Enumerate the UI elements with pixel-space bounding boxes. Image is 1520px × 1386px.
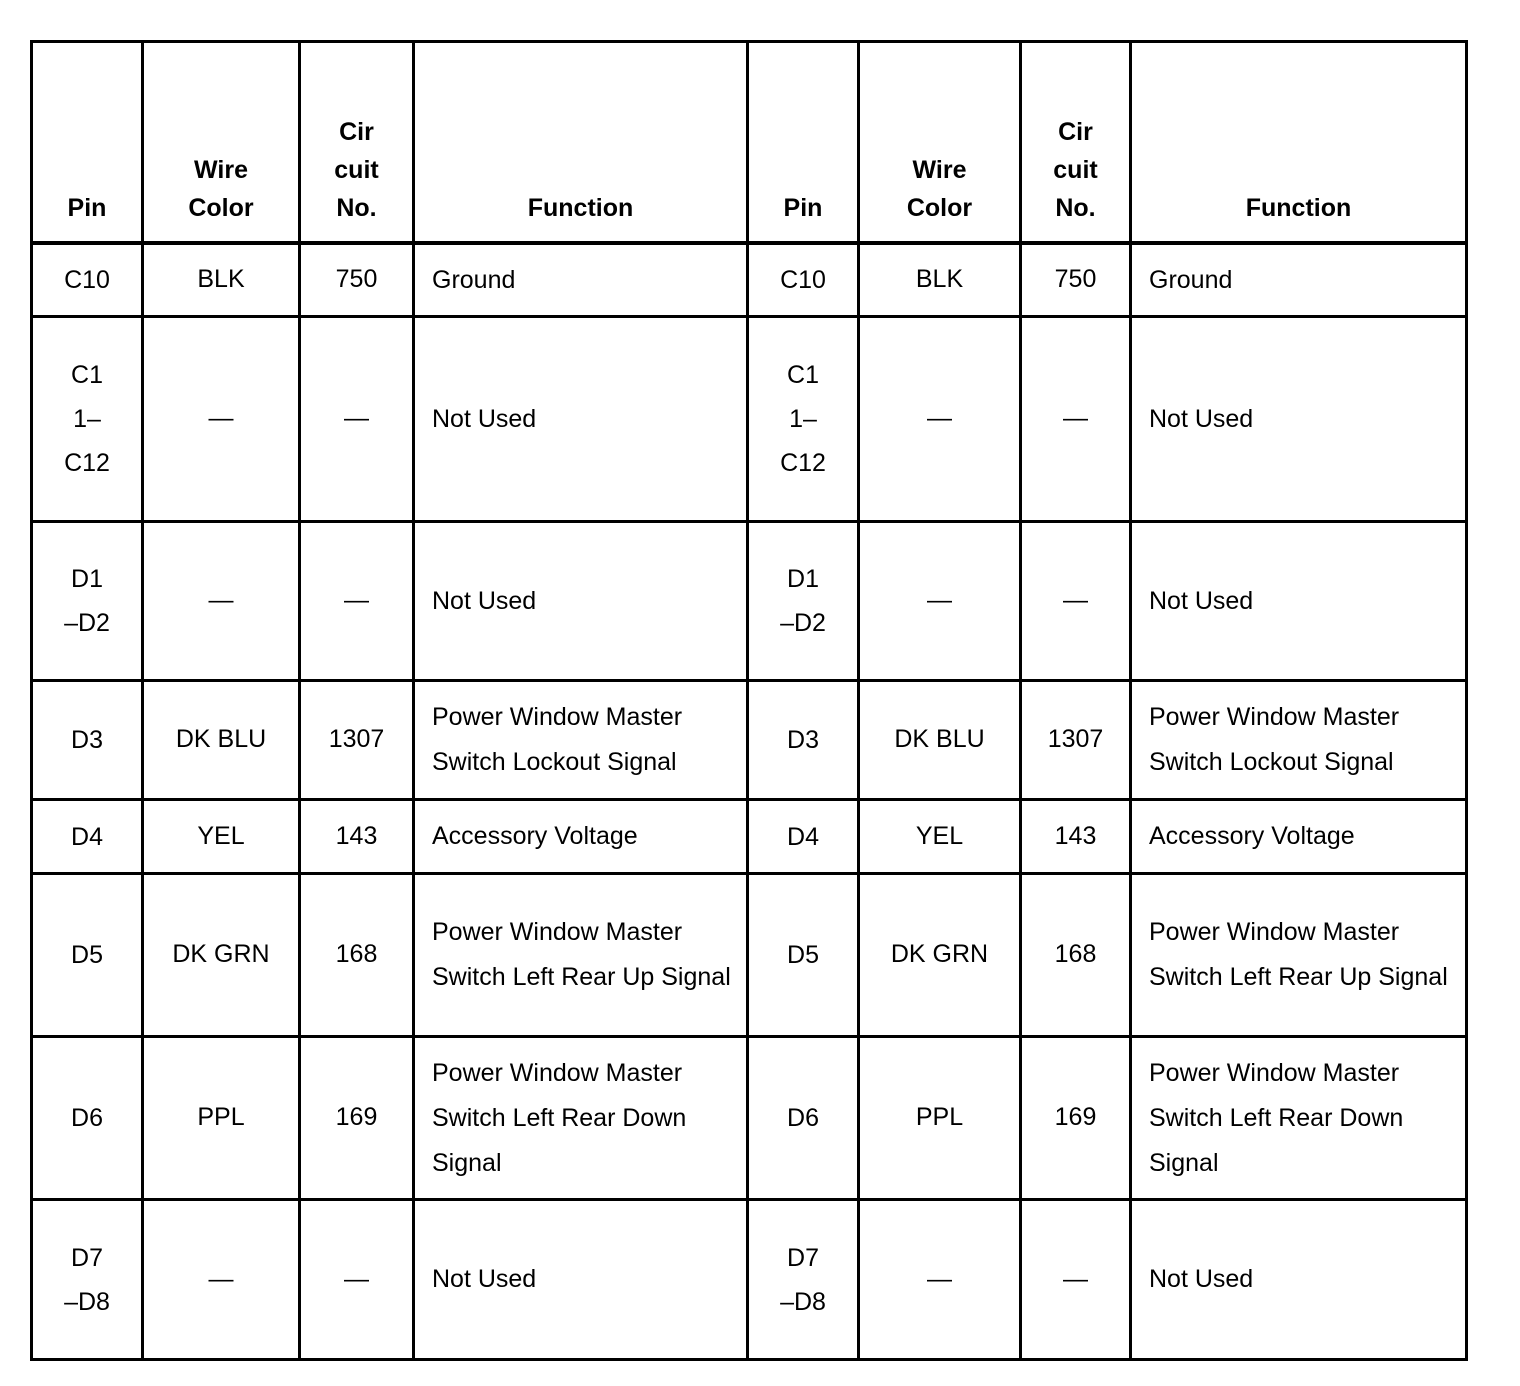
header-row <box>32 42 1467 244</box>
table-row <box>32 874 1467 1037</box>
circuit-cell: 169 <box>300 1037 414 1200</box>
circuit-cell: — <box>300 317 414 522</box>
wire-color-cell-right: DK BLU <box>859 681 1021 800</box>
pin-cell: D4 <box>32 800 143 874</box>
circuit-cell-right: 169 <box>1021 1037 1131 1200</box>
circuit-cell: 168 <box>300 874 414 1037</box>
table-row <box>32 522 1467 681</box>
wire-color-cell: — <box>143 1200 300 1360</box>
circuit-cell-right: 750 <box>1021 243 1131 317</box>
function-cell-right: Ground <box>1131 243 1467 317</box>
circuit-cell-right: — <box>1021 317 1131 522</box>
function-cell: Power Window Master Switch Lockout Signal <box>414 681 748 800</box>
pin-cell-right: D1 –D2 <box>748 522 859 681</box>
function-cell-right: Not Used <box>1131 522 1467 681</box>
table-row <box>32 1200 1467 1360</box>
circuit-cell-right: — <box>1021 522 1131 681</box>
function-cell-right: Power Window Master Switch Lockout Signal <box>1131 681 1467 800</box>
wire-color-cell: DK GRN <box>143 874 300 1037</box>
pin-cell-right: D3 <box>748 681 859 800</box>
pin-cell: D3 <box>32 681 143 800</box>
pin-cell-right: D4 <box>748 800 859 874</box>
pin-cell-right: C10 <box>748 243 859 317</box>
pin-cell: D6 <box>32 1037 143 1200</box>
circuit-cell: 750 <box>300 243 414 317</box>
circuit-cell-right: 143 <box>1021 800 1131 874</box>
pin-cell-right: C1 1– C12 <box>748 317 859 522</box>
wire-color-cell-right: YEL <box>859 800 1021 874</box>
circuit-cell: 1307 <box>300 681 414 800</box>
circuit-cell: — <box>300 1200 414 1360</box>
circuit-cell-right: 168 <box>1021 874 1131 1037</box>
function-cell: Ground <box>414 243 748 317</box>
function-cell: Accessory Voltage <box>414 800 748 874</box>
pin-cell: D5 <box>32 874 143 1037</box>
wire-color-cell: — <box>143 317 300 522</box>
function-cell: Not Used <box>414 522 748 681</box>
function-cell: Not Used <box>414 317 748 522</box>
wire-color-cell: DK BLU <box>143 681 300 800</box>
pin-cell: C1 1– C12 <box>32 317 143 522</box>
pin-cell-right: D6 <box>748 1037 859 1200</box>
header-pin: Pin <box>32 42 143 244</box>
wire-color-cell: BLK <box>143 243 300 317</box>
pin-cell: D1 –D2 <box>32 522 143 681</box>
wire-color-cell: PPL <box>143 1037 300 1200</box>
header-circuit-no-right: Cir cuit No. <box>1021 42 1131 244</box>
header-wire-color-right: Wire Color <box>859 42 1021 244</box>
pin-cell: D7 –D8 <box>32 1200 143 1360</box>
circuit-cell: 143 <box>300 800 414 874</box>
header-pin-right: Pin <box>748 42 859 244</box>
wire-color-cell: — <box>143 522 300 681</box>
function-cell: Not Used <box>414 1200 748 1360</box>
table-row <box>32 800 1467 874</box>
header-wire-color: Wire Color <box>143 42 300 244</box>
table-row <box>32 681 1467 800</box>
circuit-cell: — <box>300 522 414 681</box>
function-cell-right: Accessory Voltage <box>1131 800 1467 874</box>
function-cell-right: Not Used <box>1131 317 1467 522</box>
circuit-cell-right: 1307 <box>1021 681 1131 800</box>
wire-color-cell-right: — <box>859 1200 1021 1360</box>
wire-color-cell: YEL <box>143 800 300 874</box>
function-cell-right: Not Used <box>1131 1200 1467 1360</box>
function-cell-right: Power Window Master Switch Left Rear Down Signal <box>1131 1037 1467 1200</box>
function-cell: Power Window Master Switch Left Rear Down Signal <box>414 1037 748 1200</box>
table-row <box>32 243 1467 317</box>
pin-assignment-table <box>30 40 1468 1361</box>
table-row <box>32 317 1467 522</box>
wire-color-cell-right: DK GRN <box>859 874 1021 1037</box>
pin-cell: C10 <box>32 243 143 317</box>
pin-cell-right: D5 <box>748 874 859 1037</box>
wire-color-cell-right: BLK <box>859 243 1021 317</box>
wire-color-cell-right: — <box>859 317 1021 522</box>
pin-cell-right: D7 –D8 <box>748 1200 859 1360</box>
header-function: Function <box>414 42 748 244</box>
header-function-right: Function <box>1131 42 1467 244</box>
wire-color-cell-right: PPL <box>859 1037 1021 1200</box>
header-circuit-no: Cir cuit No. <box>300 42 414 244</box>
table-row <box>32 1037 1467 1200</box>
function-cell-right: Power Window Master Switch Left Rear Up Signal <box>1131 874 1467 1037</box>
circuit-cell-right: — <box>1021 1200 1131 1360</box>
wire-color-cell-right: — <box>859 522 1021 681</box>
function-cell: Power Window Master Switch Left Rear Up Signal <box>414 874 748 1037</box>
